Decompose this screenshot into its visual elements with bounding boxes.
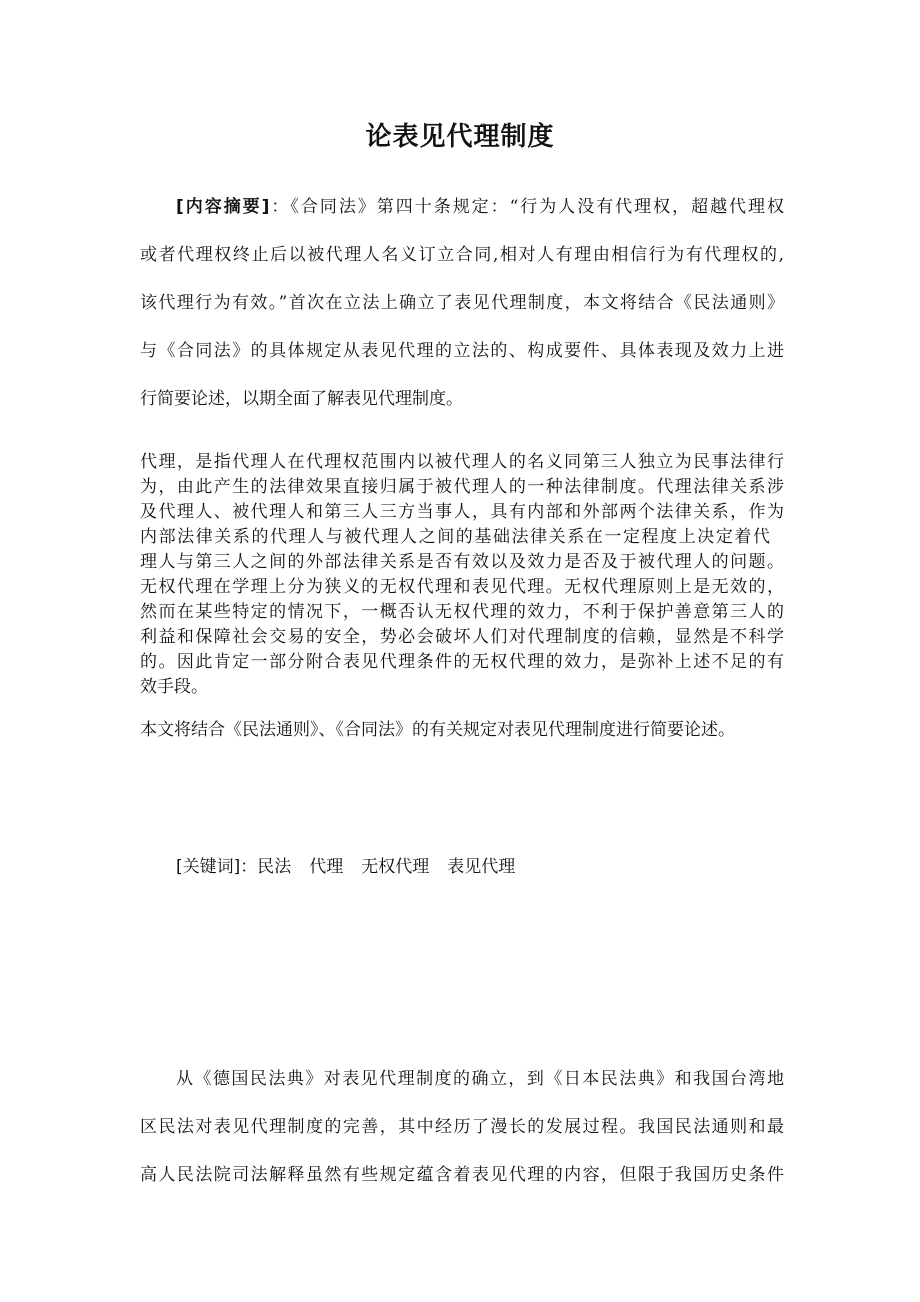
body-line: 的。因此肯定一部分附合表见代理条件的无权代理的效力，是弥补上述不足的有 xyxy=(140,652,784,672)
keywords-line xyxy=(176,855,784,879)
abstract-line: 或者代理权终止后以被代理人名义订立合同,相对人有理由相信行为有代理权的, xyxy=(140,245,784,265)
body-line: 为，由此产生的法律效果直接归属于被代理人的一种法律制度。代理法律关系涉 xyxy=(140,477,784,497)
keyword: 民法 xyxy=(257,857,292,877)
keywords-separator: ： xyxy=(240,857,258,877)
body-line: 无权代理在学理上分为狭义的无权代理和表见代理。无权代理原则上是无效的， xyxy=(140,577,784,597)
keyword: 无权代理 xyxy=(361,857,430,877)
abstract-line-text: 《合同法》第四十条规定：“行为人没有代理权，超越代理权 xyxy=(290,197,784,217)
abstract-separator: ： xyxy=(269,197,291,217)
body-line: 理人与第三人之间的外部法律关系是否有效以及效力是否及于被代理人的问题。 xyxy=(140,552,784,572)
abstract-line: 与《合同法》的具体规定从表见代理的立法的、构成要件、具体表现及效力上进 xyxy=(140,341,784,361)
body-line: 内部法律关系的代理人与被代理人之间的基础法律关系在一定程度上决定着代 xyxy=(140,527,770,547)
body-line: 及代理人、被代理人和第三人三方当事人，具有内部和外部两个法律关系，作为 xyxy=(140,502,784,522)
abstract-label: [内容摘要] xyxy=(176,197,270,217)
body-line: 然而在某些特定的情况下，一概否认无权代理的效力，不利于保护善意第三人的 xyxy=(140,602,784,622)
body-line: 代理，是指代理人在代理权范围内以被代理人的名义同第三人独立为民事法律行 xyxy=(140,452,784,472)
history-line: 高人民法院司法解释虽然有些规定蕴含着表见代理的内容，但限于我国历史条件 xyxy=(140,1165,784,1185)
keyword: 表见代理 xyxy=(447,857,516,877)
body-line: 利益和保障社会交易的安全，势必会破坏人们对代理制度的信赖，显然是不科学 xyxy=(140,627,784,647)
keyword: 代理 xyxy=(309,857,344,877)
abstract-line xyxy=(176,195,784,219)
abstract-line: 行简要论述，以期全面了解表见代理制度。 xyxy=(140,389,463,409)
intro-statement: 本文将结合《民法通则》、《合同法》的有关规定对表见代理制度进行简要论述。 xyxy=(140,720,735,740)
keywords-label: [关键词] xyxy=(176,857,241,877)
body-line: 效手段。 xyxy=(140,677,208,697)
abstract-line: 该代理行为有效。”首次在立法上确立了表见代理制度，本文将结合《民法通则》 xyxy=(140,293,784,313)
page-title: 论表见代理制度 xyxy=(365,122,555,152)
history-line: 从《德国民法典》对表见代理制度的确立，到《日本民法典》和我国台湾地 xyxy=(176,1069,784,1089)
history-line: 区民法对表见代理制度的完善，其中经历了漫长的发展过程。我国民法通则和最 xyxy=(140,1117,784,1137)
